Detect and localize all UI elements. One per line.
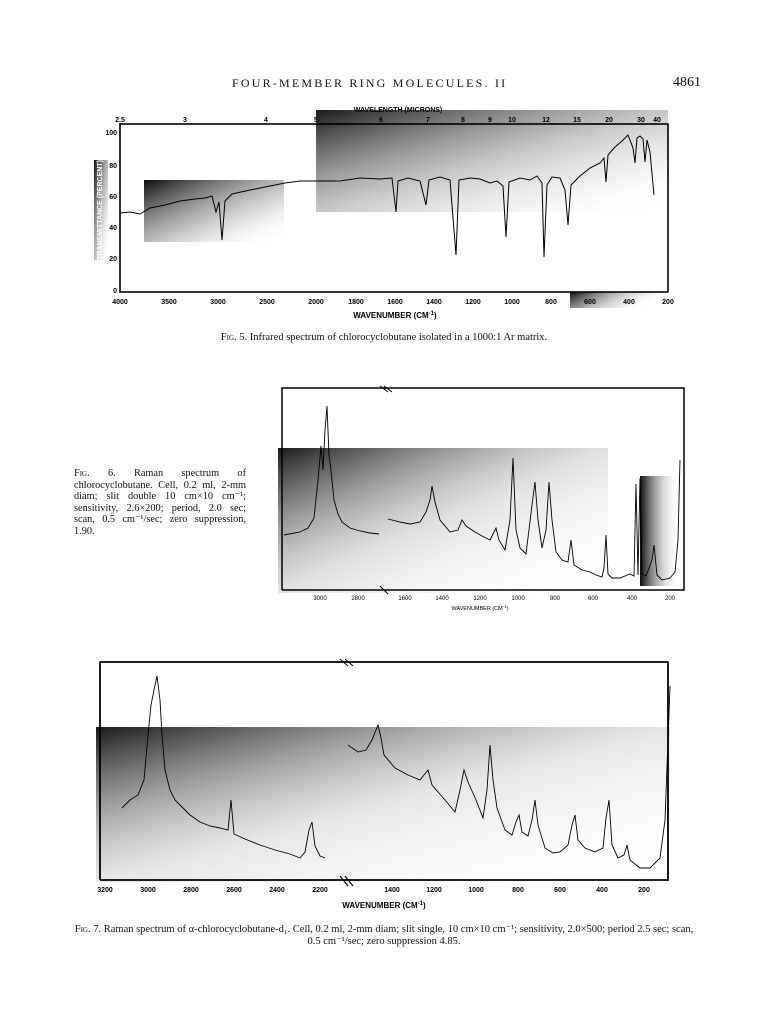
x-tick: 2800 [351, 596, 365, 602]
top-tick: 2.5 [115, 117, 125, 124]
x-tick: 4000 [112, 299, 128, 306]
x-tick: 600 [584, 299, 596, 306]
x-tick: 1000 [504, 299, 520, 306]
x-tick: 3000 [140, 887, 156, 894]
x-tick: 1200 [426, 887, 442, 894]
caption-label: Fig. 5. [220, 332, 248, 343]
x-tick: 200 [662, 299, 674, 306]
x-tick: 200 [638, 887, 650, 894]
y-tick: 20 [109, 256, 117, 263]
top-tick: 8 [461, 117, 465, 124]
y-tick: 60 [109, 194, 117, 201]
top-tick: 20 [605, 117, 613, 124]
x-tick: 1800 [348, 299, 364, 306]
x-tick: 1200 [473, 596, 487, 602]
x-tick: 400 [623, 299, 635, 306]
x-tick: 3000 [210, 299, 226, 306]
top-tick: 15 [573, 117, 581, 124]
x-tick: 2400 [269, 887, 285, 894]
fig5-y-axis-title: TRANSMITTANCE (PERCENT) [97, 160, 104, 260]
x-tick: 600 [587, 596, 599, 602]
x-tick: 1000 [468, 887, 484, 894]
x-tick: 200 [664, 596, 676, 602]
x-tick: 600 [554, 887, 566, 894]
x-tick: 3500 [161, 299, 177, 306]
y-tick: 40 [109, 225, 117, 232]
x-tick: 2000 [308, 299, 324, 306]
x-tick: 2200 [312, 887, 328, 894]
x-tick: 1200 [465, 299, 481, 306]
x-tick: 1000 [511, 596, 525, 602]
x-tick: 1400 [426, 299, 442, 306]
x-tick: 1600 [398, 596, 412, 602]
fig7-x-ticks [97, 887, 650, 894]
top-tick: 4 [264, 117, 268, 124]
top-tick: 9 [488, 117, 492, 124]
fig7-caption [72, 924, 696, 948]
top-tick: 6 [379, 117, 383, 124]
top-tick: 40 [653, 117, 661, 124]
x-tick: 800 [549, 596, 561, 602]
x-tick: 2500 [259, 299, 275, 306]
y-tick: 80 [109, 163, 117, 170]
x-tick: 3000 [313, 596, 327, 602]
fig5-x-axis-title: WAVENUMBER $(CM^{-1})$ [353, 311, 437, 320]
running-title: FOUR-MEMBER RING MOLECULES. II [232, 76, 508, 90]
x-tick: 800 [512, 887, 524, 894]
caption-label: Fig. 6. [74, 468, 116, 479]
top-tick: 7 [426, 117, 430, 124]
x-tick: 3200 [97, 887, 113, 894]
top-tick: 5 [314, 117, 318, 124]
y-tick: 100 [105, 130, 117, 137]
fig5-top-axis-title: WAVELENGTH (MICRONS) [353, 107, 443, 114]
top-tick: 30 [637, 117, 645, 124]
caption-label: Fig. 7. [74, 924, 102, 935]
x-tick: 1600 [387, 299, 403, 306]
x-tick: 2600 [226, 887, 242, 894]
x-tick: 1400 [435, 596, 449, 602]
caption-text: Raman spectrum of chlorocyclobutane. Cell, 0.2 ml, 2-mm diam; slit double 10 cm×10 cm⁻¹; sensitivity, 2.6×200; period, 2.0 sec; scan, 0.5 cm⁻¹/sec; zero suppression, 1.90. [74, 468, 247, 537]
top-tick: 3 [183, 117, 187, 124]
x-tick: 400 [626, 596, 638, 602]
top-tick: 10 [508, 117, 516, 124]
page-number: 4861 [673, 75, 701, 90]
x-tick: 400 [596, 887, 608, 894]
x-tick: 1400 [384, 887, 400, 894]
top-tick: 12 [542, 117, 550, 124]
caption-text: Raman spectrum of α-chlorocyclobutane-d₁. Cell, 0.2 ml, 2-mm diam; slit single, 10 cm×10 cm⁻¹; sensitivity, 2.0×500; period 2.5 sec; scan, 0.5 cm⁻¹/sec; zero suppression 4.85. [103, 924, 694, 947]
fig7-x-axis-title: WAVENUMBER $(CM^{-1})$ [342, 901, 426, 910]
fig6-x-axis-title: WAVENUMBER $(CM^{-1})$ [451, 604, 509, 612]
caption-text: Infrared spectrum of chlorocyclobutane isolated in a 1000:1 Ar matrix. [249, 332, 548, 343]
x-tick: 800 [545, 299, 557, 306]
y-tick: 0 [113, 288, 117, 295]
x-tick: 2800 [183, 887, 199, 894]
